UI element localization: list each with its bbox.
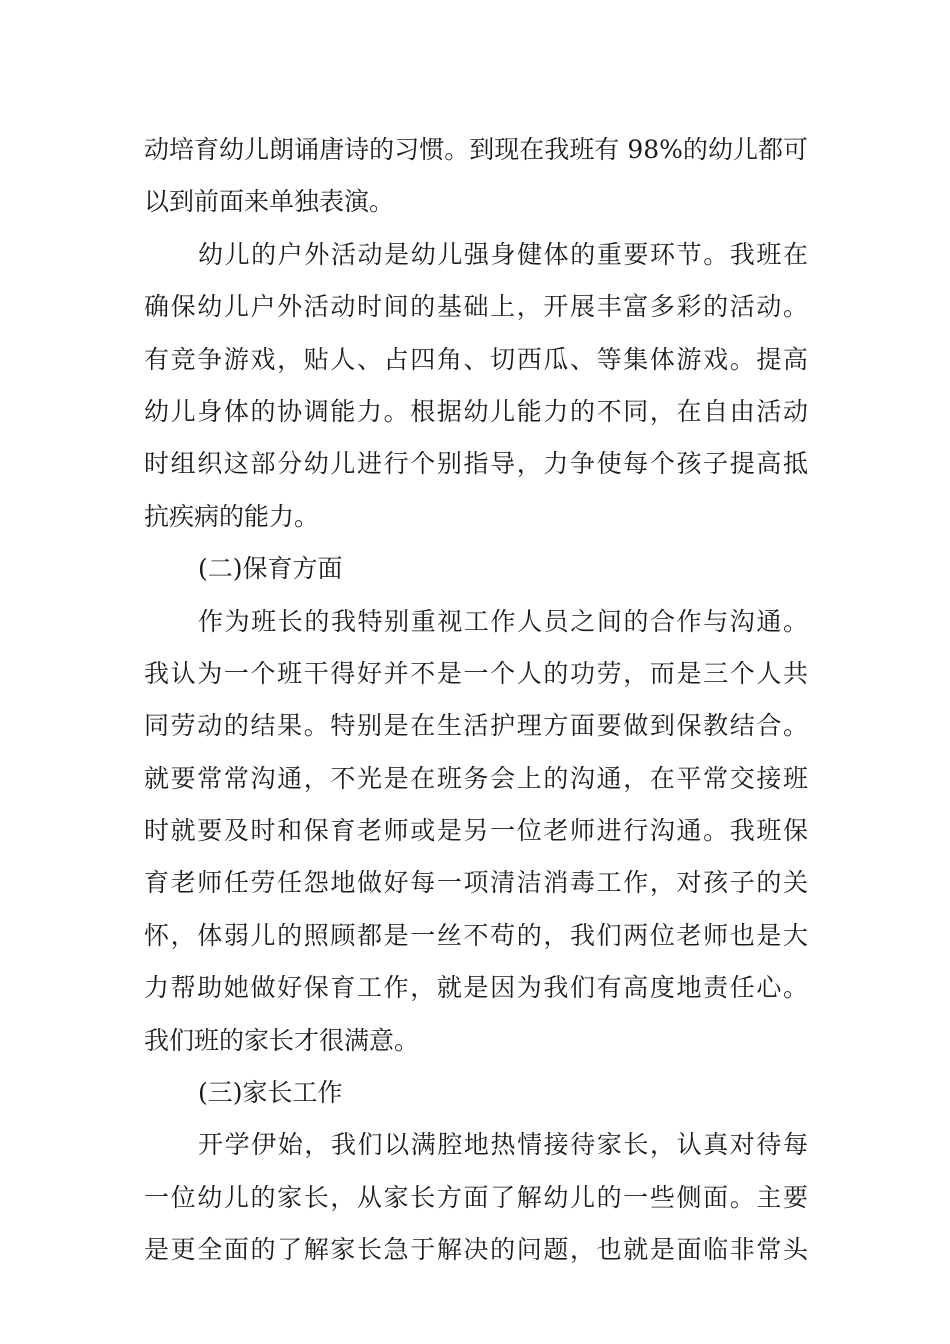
text-line: 有竞争游戏，贴人、占四角、切西瓜、等集体游戏。提高 [144,344,808,374]
text-line: 幼儿的户外活动是幼儿强身健体的重要环节。我班在 [198,239,808,269]
text-line: 开学伊始，我们以满腔地热情接待家长，认真对待每 [198,1130,808,1160]
text-line: 我认为一个班干得好并不是一个人的功劳，而是三个人共 [144,658,808,688]
text-line: 以到前面来单独表演。 [144,187,395,217]
text-line: 时组织这部分幼儿进行个别指导，力争使每个孩子提高抵 [144,449,808,479]
text-line: 我们班的家长才很满意。 [144,1025,420,1055]
text-line: 就要常常沟通，不光是在班务会上的沟通，在平常交接班 [144,763,808,793]
text-line: 幼儿身体的协调能力。根据幼儿能力的不同，在自由活动 [144,396,808,426]
text-line: 力帮助她做好保育工作，就是因为我们有高度地责任心。 [144,973,808,1003]
text-line: 是更全面的了解家长急于解决的问题，也就是面临非常头 [144,1235,808,1265]
text-line: 一位幼儿的家长，从家长方面了解幼儿的一些侧面。主要 [144,1182,808,1212]
text-line: 动培育幼儿朗诵唐诗的习惯。到现在我班有 98%的幼儿都可 [144,135,808,164]
text-line: 时就要及时和保育老师或是另一位老师进行沟通。我班保 [144,816,808,846]
text-line: 育老师任劳任怨地做好每一项清洁消毒工作，对孩子的关 [144,868,808,898]
document-body [144,124,808,1277]
text-line: 抗疾病的能力。 [144,501,320,531]
text-line: (三)家长工作 [198,1078,343,1108]
text-line: 作为班长的我特别重视工作人员之间的合作与沟通。 [198,606,808,636]
text-line: (二)保育方面 [198,554,343,584]
text-line: 同劳动的结果。特别是在生活护理方面要做到保教结合。 [144,711,808,741]
text-line: 怀，体弱儿的照顾都是一丝不苟的，我们两位老师也是大 [144,920,808,950]
text-line: 确保幼儿户外活动时间的基础上，开展丰富多彩的活动。 [144,292,808,322]
